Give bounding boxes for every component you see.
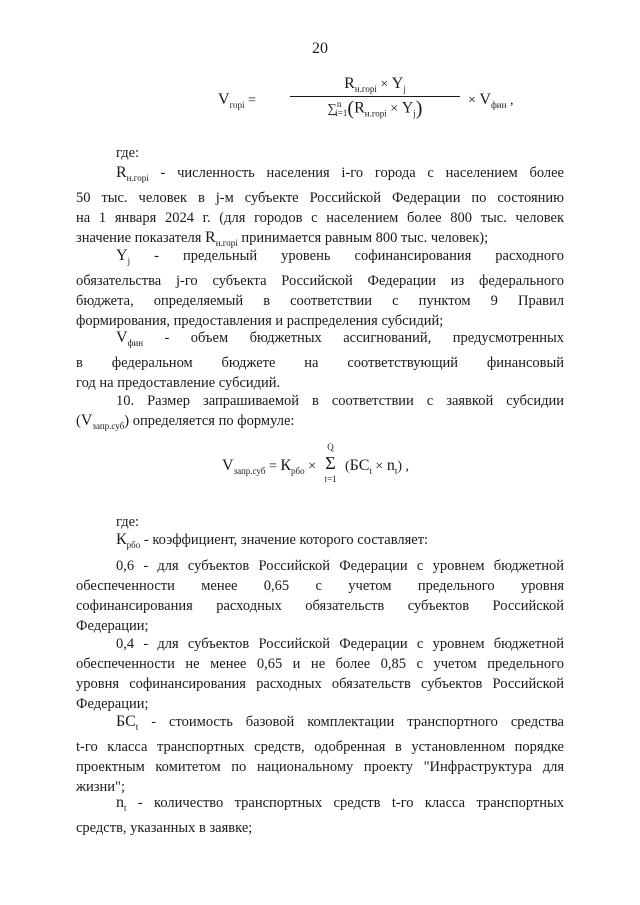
definition-bs: $БС_t$ - стоимость базовой комплектации транспортного средства t-го класса транспортных средств, одобренная в установленном порядке проектным комитетом по национальному проекту "Инфраструктура для жизни"; <box>76 713 564 795</box>
where-label-2: где: <box>116 514 140 530</box>
definition-k: $К_{рбо}$ - коэффициент, значение которого составляет: <box>116 531 429 550</box>
definition-y: $Y_j$ - предельный уровень софинансирования расходного обязательства j-го субъекта Российской Федерации из федерального бюджета, определяемый в соответствии с пунктом 9 Правил формирования, предоставления и распределения субсидий; <box>76 247 564 329</box>
definition-r: $R_{н.горі}$ - численность населения i-го города с населением более 50 тыс. человек в j-м субъекте Российской Федерации по состоянию на 1 января 2024 г. (для городов с населением более 800 тыс. человек значение показателя $R_{н.горі}$ принимается равным 800 тыс. человек); <box>76 164 564 248</box>
coefficient-0-6: 0,6 - для субъектов Российской Федерации с уровнем бюджетной обеспеченности менее 0,65 с учетом предельного уровня софинансирования расходных обязательств субъектов Российской Федерации; <box>76 558 564 634</box>
coefficient-0-4: 0,4 - для субъектов Российской Федерации с уровнем бюджетной обеспеченности не менее 0,65 и не более 0,85 с учетом предельного уровня софинансирования расходных обязательств субъектов Российской Федерации; <box>76 636 564 712</box>
where-label-1: где: <box>116 145 140 161</box>
page-number: 20 <box>312 40 328 57</box>
formula-v-request: $V_{запр.суб} = К_{рбо}$ × Q Σ t=1 $(БС_t \times n_t)$ , <box>222 442 410 484</box>
paragraph-10: 10. Размер запрашиваемой в соответствии с заявкой субсидии $(V_{запр.суб})$ определяется по формуле: <box>76 393 564 431</box>
sum-operator: Q Σ t=1 <box>324 442 337 484</box>
definition-n: $n_t$ - количество транспортных средств t-го класса транспортных средств, указанных в заявке; <box>76 794 564 836</box>
definition-v-fin: $V_{фин}$ - объем бюджетных ассигнований, предусмотренных в федеральном бюджете на соответствующий финансовый год на предоставление субсидий. <box>76 329 564 391</box>
formula-fraction: $R_{н.горі} \times Y_j$ $\sum^n_{i=1}(R_{н.горі} \times Y_j)$ <box>290 75 460 118</box>
